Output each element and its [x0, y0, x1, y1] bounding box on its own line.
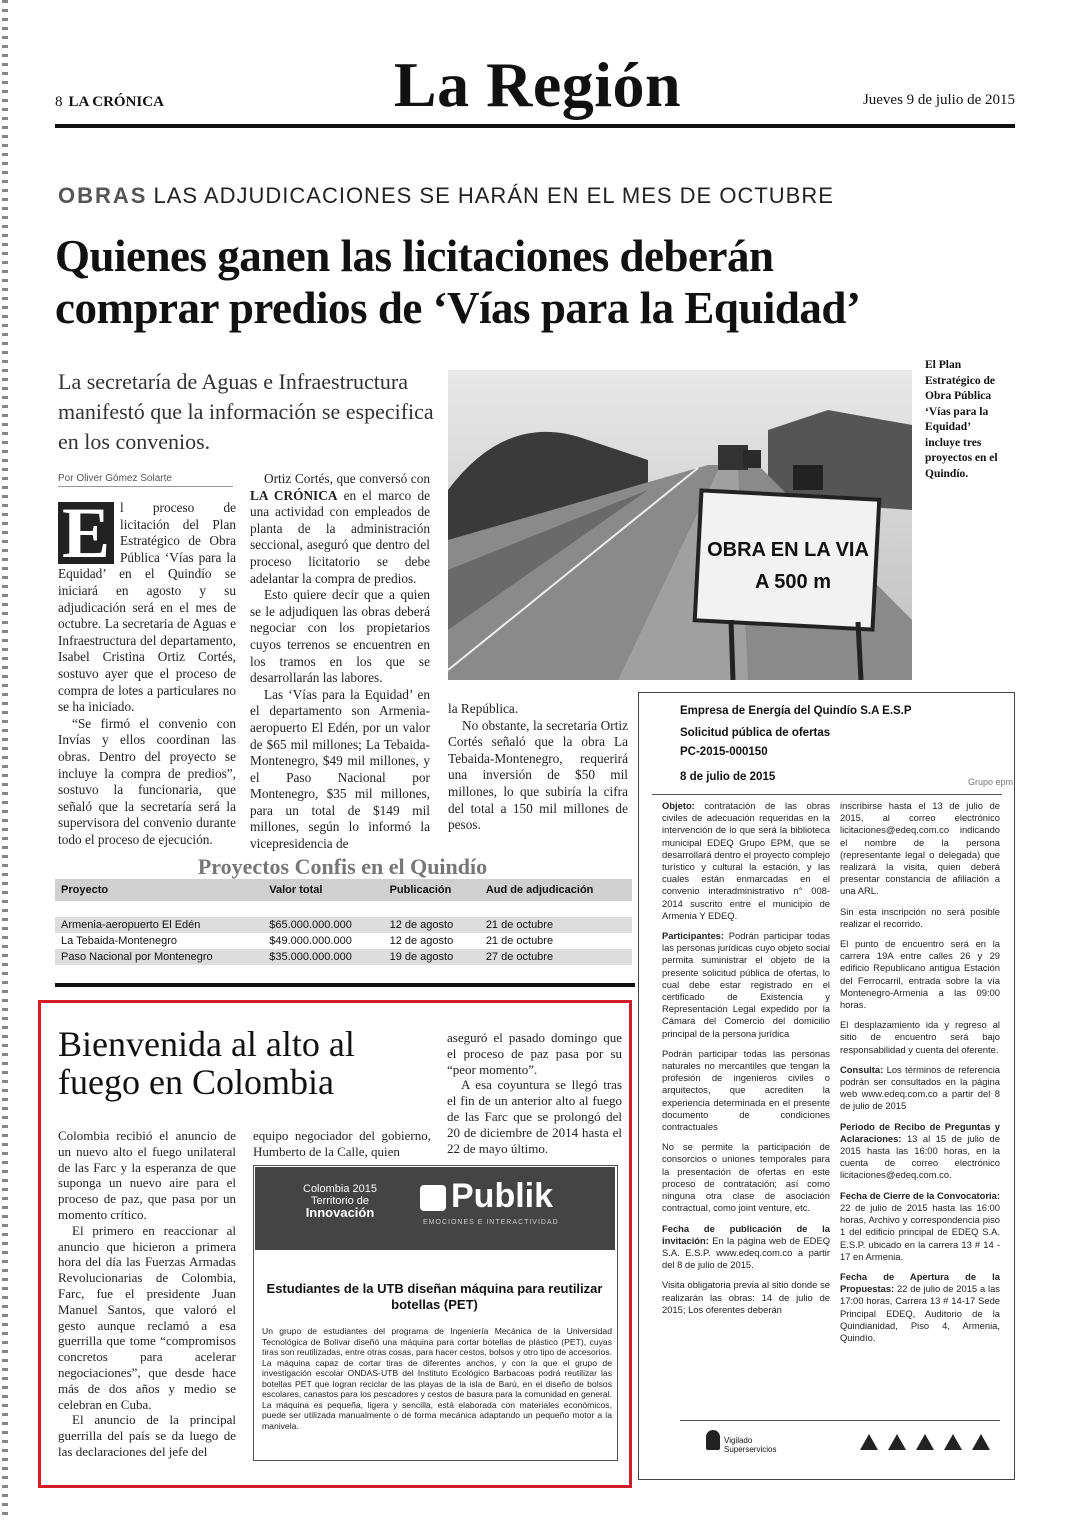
ad-text: El desplazamiento ida y regreso al sitio de encuentro será bajo responsabilidad y cuenta del oferente. — [840, 1019, 1000, 1055]
publication-name: LA CRÓNICA — [68, 94, 164, 110]
table-title: Proyectos Confis en el Quindío — [197, 854, 488, 879]
table-header: Proyecto — [55, 879, 263, 901]
superservicios-label: Vigilado Superservicios — [724, 1436, 777, 1454]
table-header: Aud de adjudicación — [480, 879, 632, 901]
publik-ad-body: Un grupo de estudiantes del programa de Ingeniería Mecánica de la Universidad Tecnológica de Bolívar diseñó una máquina para cortar botellas de plástico (PET), cuyas tiras son reutilizadas, entre otras cosas, para hacer cestos, bolsos y otro tipo de accesorios. La máquina capaz de cortar tiras de diferentes anchos, y con la que el grupo de investigación escolar ONDAS-UTB del Instituto Ecológico Barbacoas podrá reutilizar las botellas PET que logran reciclar de las playas de la isla de Barú, en el diseño de bolsos escolares, canastos para los pescadores y cestos de basura para la comunidad en general. La máquina es pequeña, ligera y sencilla, está elaborada con materiales económicos, puede ser utilizada manualmente o de forma mecánica adaptando un pequeño motor a la manivela. — [262, 1326, 612, 1431]
paragraph: Colombia recibió el anuncio de un nuevo alto el fuego unilateral de las Farc y la esperanza de que suponga un nuevo aire para el proceso de paz, que pasa por un momento crítico. — [58, 1128, 236, 1222]
edeq-date: 8 de julio de 2015 — [680, 771, 776, 783]
ad-divider — [652, 794, 1002, 795]
table-cell: Armenia-aeropuerto El Edén — [55, 917, 263, 933]
kicker — [58, 183, 834, 209]
paragraph: No obstante, la secretaria Ortiz Cortés señaló que la obra La Tebaida-Montenegro, requerirá una inversión de $50 mil millones, lo que subiría la cifra del total a 150 mil millones de pesos. — [448, 717, 628, 833]
page-number: 8 — [55, 94, 63, 110]
tag-line: Colombia 2015 — [303, 1183, 377, 1195]
table-cell: 27 de octubre — [480, 949, 632, 965]
ad-text: El punto de encuentro será en la carrera 19A entre calles 26 y 29 edificio Republicano antigua Estación del Ferrocarril, entrada sobre la vía Montenegro-Armenia a las 09:00 horas. — [840, 938, 1000, 1011]
road-works-photo — [448, 370, 912, 680]
headline-line-2: comprar predios de ‘Vías para la Equidad’ — [55, 283, 861, 333]
ad-text: Visita obligatoria previa al sitio donde se realizarán las obras: 14 de julio de 2015; Los oferentes deberán — [662, 1279, 830, 1315]
headline-line-1: Quienes ganen las licitaciones deberán — [55, 231, 774, 281]
ad-text: Podrán participar todas las personas jurídicas cuyo objeto social permita suministrar el objeto de la presente solicitud pública de ofertas, lo cual debe estar registrado en el certificado de Existencia y Representación Legal expedido por la Cámara del Comercio del domicilio principal de la persona jurídica — [662, 930, 830, 1039]
article-column-2 — [250, 471, 430, 853]
paragraph: equipo negociador del gobierno, Humberto de la Calle, quien — [253, 1128, 431, 1159]
edeq-company: Empresa de Energía del Quindío S.A E.S.P — [680, 705, 912, 717]
tag-line: Innovación — [305, 1205, 375, 1220]
paragraph: El anuncio de la principal guerrilla del país se da luego de las declaraciones del jefe del — [58, 1412, 236, 1459]
table-cell: 12 de agosto — [389, 935, 454, 947]
table-cell: 12 de agosto — [384, 917, 480, 933]
ad-text: Sin esta inscripción no será posible realizar el recorrido. — [840, 905, 1000, 929]
byline-rule — [58, 486, 233, 487]
ad-text: 22 de julio de 2015 hasta las 16:00 horas, Archivo y correspondencia piso 1 del edificio principal de EDEQ S.A. E.S.P. ubicado en la carrera 13 # 14 - 17 en Armenia. — [840, 1201, 1000, 1262]
edeq-ad-right-column — [840, 800, 1000, 1352]
article-column-1 — [58, 493, 236, 848]
sign-line-1: OBRA EN LA VIA — [707, 539, 869, 561]
paragraph: l proceso de licitación del Plan Estratégico de Obra Pública ‘Vías para la Equidad’ en el Quindío se iniciará en agosto y su adjudicación será en el mes de octubre. La secretaria de Aguas e Infraestructura del departamento, Isabel Cristina Ortiz Cortés, sostuvo ayer que el proceso de compra de lotes a particulares no se ha iniciado. — [58, 500, 236, 715]
second-article-column-2 — [253, 1128, 431, 1160]
edeq-code: PC-2015-000150 — [680, 746, 768, 758]
tag-line: Territorio de — [310, 1195, 370, 1207]
certification-icons — [855, 1430, 995, 1452]
projects-table — [55, 879, 632, 965]
table-cell: $35.000.000.000 — [263, 949, 383, 965]
paragraph: A esa coyuntura se llegó tras el fin de un anterior alto al fuego de las Farc que se prolongó del 20 de diciembre de 2014 hasta el 22 de mayo último. — [447, 1077, 622, 1156]
dropcap: E — [58, 502, 114, 564]
table-cell: 19 de agosto — [384, 949, 480, 965]
byline: Por Oliver Gómez Solarte — [58, 473, 172, 484]
ad-footer-rule — [680, 1420, 1000, 1421]
table-header: Valor total — [263, 879, 383, 901]
table-cell: 21 de octubre — [485, 935, 554, 947]
ad-text: No se permite la participación de consorcios o uniones temporales para la presentación de ofertas en este proceso de contratación; así como ninguna otra clase de asociación contractual, como joint venture, etc. — [662, 1141, 830, 1214]
second-article-column-1 — [58, 1128, 236, 1460]
ad-text: contratación de las obras civiles de adecuación requeridas en la intervención de lo que será la biblioteca municipal EDEQ Grupo EPM, que se desarrollará dentro el proyecto complejo turístico y cultural la estación, y las cuales están enmarcadas en el convenio interadministrativo n° 008-2014 suscrito entre el municipio de Armenia Y EDEQ. — [662, 800, 830, 921]
ad-label: Objeto: — [662, 800, 695, 811]
ad-label: Fecha de Cierre de la Convocatoria: — [840, 1189, 1000, 1201]
publik-tagline: EMOCIONES E INTERACTIVIDAD — [423, 1219, 559, 1226]
ad-label: Periodo de Recibo de Preguntas y Aclaraciones: — [840, 1120, 1000, 1144]
section-rule — [55, 983, 635, 987]
text-run: Ortiz Cortés, que conversó con — [264, 471, 430, 486]
ad-label: Fecha de Apertura de la Propuestas: — [840, 1270, 1000, 1295]
ad-text: Podrán participar todas las personas naturales no mercantiles que tengan la profesión de ingenieros civiles o arquitectos, que acrediten la experiencia determinada en el presente documento de condiciones contractuales — [662, 1047, 830, 1133]
table-cell: Paso Nacional por Montenegro — [55, 949, 263, 965]
article-deck: La secretaría de Aguas e Infraestructura manifestó que la información se especifica en los convenios. — [58, 369, 434, 454]
certification-logos — [855, 1430, 995, 1452]
table-cell: La Tebaida-Montenegro — [61, 935, 177, 947]
ad-text: 22 de julio de 2015 a las 17:00 horas, Carrera 13 # 14-17 Sede Principal EDEQ, Auditorio de la Quindianidad, Piso 4, Armenia, Quindío. — [840, 1283, 1000, 1343]
publik-ad-title: Estudiantes de la UTB diseñan máquina para reutilizar botellas (PET) — [266, 1281, 603, 1312]
edeq-ad-header — [680, 700, 912, 788]
header-rule — [55, 124, 1015, 128]
publik-brand: Publik — [451, 1177, 554, 1215]
photo-illustration — [448, 370, 912, 680]
paragraph: Esto quiere decir que a quien se le adjudiquen las obras deberá negociar con los propietarios cuyos terrenos se encuentren en los tramos en los que se desarrollarán las labores. — [250, 587, 430, 686]
table-cell: $65.000.000.000 — [263, 917, 383, 933]
scan-edge — [2, 0, 8, 1521]
innovation-tag — [285, 1183, 395, 1219]
kicker-label: OBRAS — [58, 183, 148, 208]
section-title: La Región — [393, 49, 682, 120]
superservicios-icon — [706, 1430, 720, 1450]
ad-text: 13 al 15 de julio de 2015 hasta las 16:00 horas, en la cuenta de correo electrónico licitaciones@edeq.com.co. — [840, 1132, 1000, 1181]
publication-mention: LA CRÓNICA — [250, 487, 338, 503]
table-cell: 21 de octubre — [480, 917, 632, 933]
main-headline — [55, 230, 1015, 334]
paragraph: la República. — [448, 701, 519, 716]
ad-label: Fecha de publicación de la invitación: — [662, 1222, 830, 1246]
table-row — [55, 949, 632, 965]
text-run: en el marco de una actividad con empleados de planta de la administración seccional, aseguró que dentro del proceso licitatorio se debe adelantar la compra de predios. — [250, 487, 431, 586]
second-article-column-3 — [447, 1030, 622, 1156]
ad-label: Participantes: — [662, 930, 724, 942]
ad-text: inscribirse hasta el 13 de julio de 2015, al correo electrónico licitaciones@edeq.com.co indicando el nombre de la persona (representante legal o delegada) que realizará la visita, quien deberá presentar constancia de afiliación a una ARL. — [840, 800, 1000, 897]
issue-date: Jueves 9 de julio de 2015 — [862, 92, 1015, 108]
table-header-row — [55, 879, 632, 901]
second-headline: Bienvenida al alto al fuego en Colombia — [58, 1024, 355, 1102]
article-column-3 — [448, 701, 628, 834]
ad-text: En la página web de EDEQ S.A. E.S.P. www.edeq.com.co a partir del 8 de julio de 2015. — [662, 1234, 830, 1271]
ad-label: Consulta: — [840, 1063, 884, 1075]
table-cell: $49.000.000.000 — [269, 935, 352, 947]
ad-text: Los términos de referencia podrán ser consultados en la página web www.edeq.com.co a partir del 8 de julio de 2015 — [840, 1063, 1000, 1112]
kicker-text: LAS ADJUDICACIONES SE HARÁN EN EL MES DE OCTUBRE — [153, 183, 834, 208]
table-header: Publicación — [384, 879, 480, 901]
paragraph: “Se firmó el convenio con Invías y ellos coordinan las obras. Dentro del proyecto se incluye la compra de predios”, sostuvo la funcionaria, que señaló que la secretaría será la supervisora del convenio durante todo el proceso de ejecución. — [58, 715, 236, 847]
publik-logo-icon — [420, 1185, 446, 1211]
table-row — [55, 917, 632, 933]
paragraph: El primero en reaccionar al anuncio que hicieron a primera hora del día las Fuerzas Armadas Revolucionarias de Colombia, Farc, fue el presidente Juan Manuel Santos, que valoró el gesto aunque reclamó a esa guerrilla que tome “compromisos concretos para acelerar negociaciones”, que desde hace más de dos años y medio se celebran en Cuba. — [58, 1222, 236, 1412]
edeq-ad-left-column — [662, 800, 830, 1324]
publik-banner — [255, 1167, 615, 1250]
sign-line-2: A 500 m — [755, 571, 831, 593]
photo-caption: El Plan Estratégico de Obra Pública ‘Vías para la Equidad’ incluye tres proyectos en el Quindío. — [925, 359, 998, 480]
paragraph: Las ‘Vías para la Equidad’ en el departamento son Armenia-aeropuerto El Edén, por un valor de $65 mil millones; La Tebaida-Montenegro, $49 mil millones, y el Paso Nacional por Montenegro, $35 mil millones, para un total de $149 mil millones, según lo informó la vicepresidencia de — [250, 686, 430, 852]
table-row — [55, 933, 632, 949]
edeq-title: Solicitud pública de ofertas — [680, 727, 831, 739]
epm-logo: Grupo epm — [968, 777, 1014, 787]
paragraph: aseguró el pasado domingo que el proceso de paz pasa por su “peor momento”. — [447, 1030, 622, 1077]
